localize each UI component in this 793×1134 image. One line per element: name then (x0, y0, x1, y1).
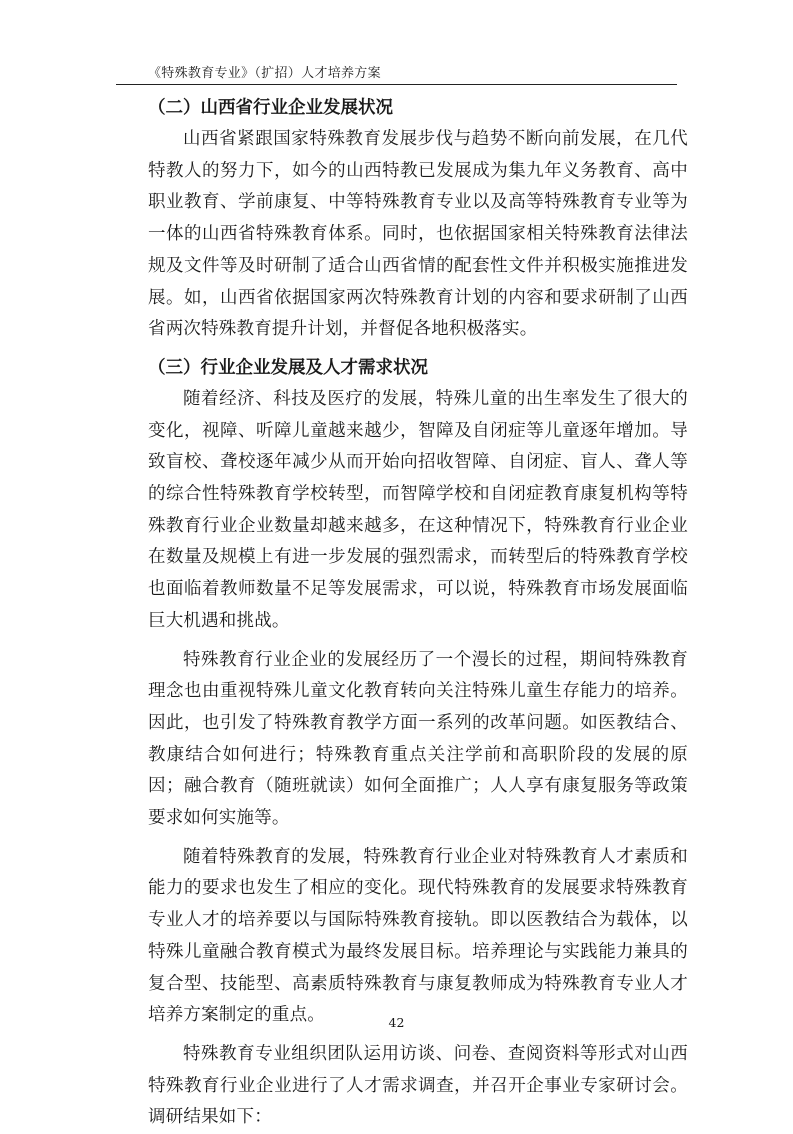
paragraph: 山西省紧跟国家特殊教育发展步伐与趋势不断向前发展，在几代特教人的努力下，如今的山西特教已发展成为集九年义务教育、高中职业教育、学前康复、中等特殊教育专业以及高等特殊教育专业等为一体的山西省特殊教育体系。同时，也依据国家相关特殊教育法律法规及文件等及时研制了适合山西省情的配套性文件并积极实施推进发展。如，山西省依据国家两次特殊教育计划的内容和要求研制了山西省两次特殊教育提升计划，并督促各地积极落实。 (148, 129, 688, 340)
document-body (148, 93, 688, 1134)
page-number: 42 (388, 1015, 405, 1030)
paragraph: 特殊教育行业企业的发展经历了一个漫长的过程，期间特殊教育理念也由重视特殊儿童文化教育转向关注特殊儿童生存能力的培养。因此，也引发了特殊教育教学方面一系列的改革问题。如医教结合、教康结合如何进行；特殊教育重点关注学前和高职阶段的发展的原因；融合教育（随班就读）如何全面推广；人人享有康复服务等政策要求如何实施等。 (148, 649, 688, 829)
paragraph: 随着特殊教育的发展，特殊教育行业企业对特殊教育人才素质和能力的要求也发生了相应的变化。现代特殊教育的发展要求特殊教育专业人才的培养要以与国际特殊教育接轨。即以医教结合为载体，以特殊儿童融合教育模式为最终发展目标。培养理论与实践能力兼具的复合型、技能型、高素质特殊教育与康复教师成为特殊教育专业人才培养方案制定的重点。 (148, 846, 688, 1026)
paragraph: 特殊教育专业组织团队运用访谈、问卷、查阅资料等形式对山西特殊教育行业企业进行了人才需求调查，并召开企事业专家研讨会。调研结果如下： (148, 1043, 688, 1128)
paragraph: 随着经济、科技及医疗的发展，特殊儿童的出生率发生了很大的变化，视障、听障儿童越来越少，智障及自闭症等儿童逐年增加。导致盲校、聋校逐年减少从而开始向招收智障、自闭症、盲人、聋人等的综合性特殊教育学校转型，而智障学校和自闭症教育康复机构等特殊教育行业企业数量却越来越多，在这种情况下，特殊教育行业企业在数量及规模上有进一步发展的强烈需求，而转型后的特殊教育学校也面临着教师数量不足等发展需求，可以说，特殊教育市场发展面临巨大机遇和挑战。 (148, 388, 688, 631)
section-heading-2: （二）山西省行业企业发展状况 (148, 98, 393, 118)
running-header: 《特殊教育专业》（扩招）人才培养方案 (148, 66, 381, 81)
header-rule (116, 84, 677, 85)
section-heading-3: （三）行业企业发展及人才需求状况 (148, 357, 428, 378)
